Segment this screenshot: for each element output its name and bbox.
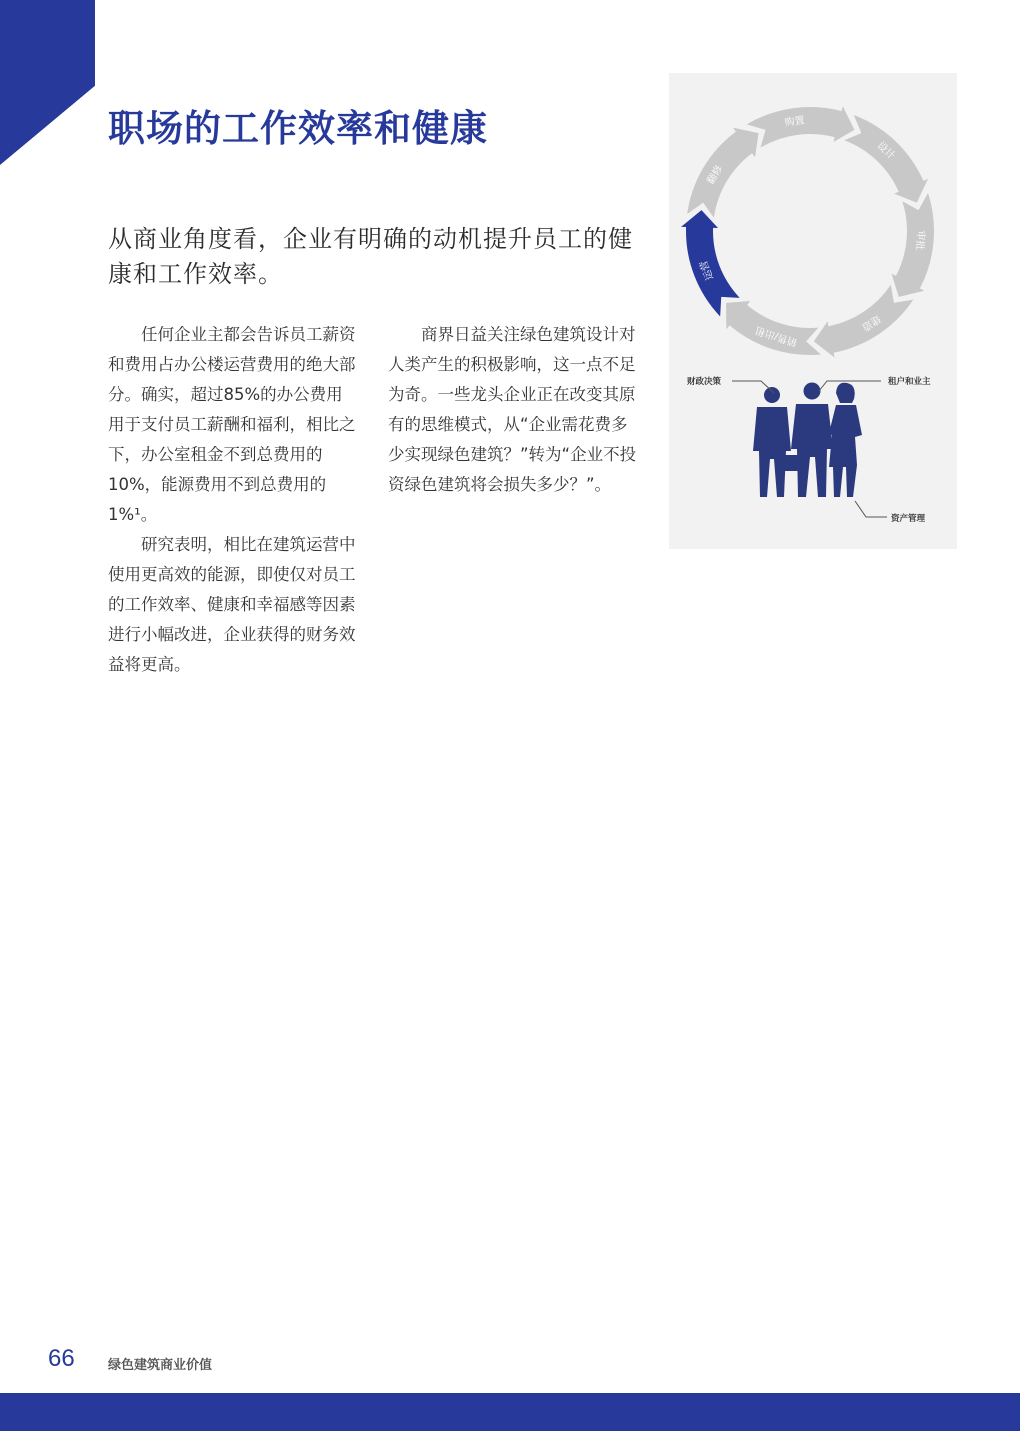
cycle-arrows [681,106,934,357]
lifecycle-diagram [669,73,957,549]
page-number: 66 [48,1345,75,1372]
cycle-stage-label: 审批 [913,229,926,251]
label-tenants: 租户和业主 [888,377,931,387]
page-title: 职场的工作效率和健康 [108,107,488,150]
cycle-arrow [747,106,855,147]
body-paragraph: 商界日益关注绿色建筑设计对人类产生的积极影响，这一点不足为奇。一些龙头企业正在改变其原有的思维模式，从“企业需花费多少实现绿色建筑？”转为“企业不投资绿色建筑将会损失多少？”。 [388,325,637,494]
cycle-arrow [892,193,934,297]
lifecycle-figure [669,73,957,549]
cycle-stage-label: 翻修 [705,163,726,187]
label-assets: 资产管理 [891,514,926,524]
cycle-stage-label: 设计 [874,140,897,162]
lead-paragraph: 从商业角度看，企业有明确的动机提升员工的健康和工作效率。 [108,225,633,288]
cycle-stage-label: 销售/出租 [754,323,799,348]
body-paragraph: 任何企业主都会告诉员工薪资和费用占办公楼运营费用的绝大部分。确实，超过85%的办公费用用于支付员工薪酬和福利，相比之下，办公室租金不到总费用的10%，能源费用不到总费用的1%¹。 [108,325,356,524]
label-finance: 财政决策 [687,377,722,387]
people-silhouette-icon [753,383,862,498]
cycle-arrow [726,301,821,355]
cycle-stage-label: 运营 [698,258,716,282]
body-column-right [388,320,638,500]
footer-title: 绿色建筑商业价值 [108,1358,213,1373]
footer-bar [0,1393,1020,1431]
body-paragraph: 研究表明，相比在建筑运营中使用更高效的能源，即使仅对员工的工作效率、健康和幸福感等因素进行小幅改进，企业获得的财务效益将更高。 [108,535,356,674]
cycle-stage-label: 购置 [784,115,806,129]
cycle-stage-label: 建造 [859,312,883,333]
corner-decoration [0,0,95,165]
body-column-left [108,320,358,680]
